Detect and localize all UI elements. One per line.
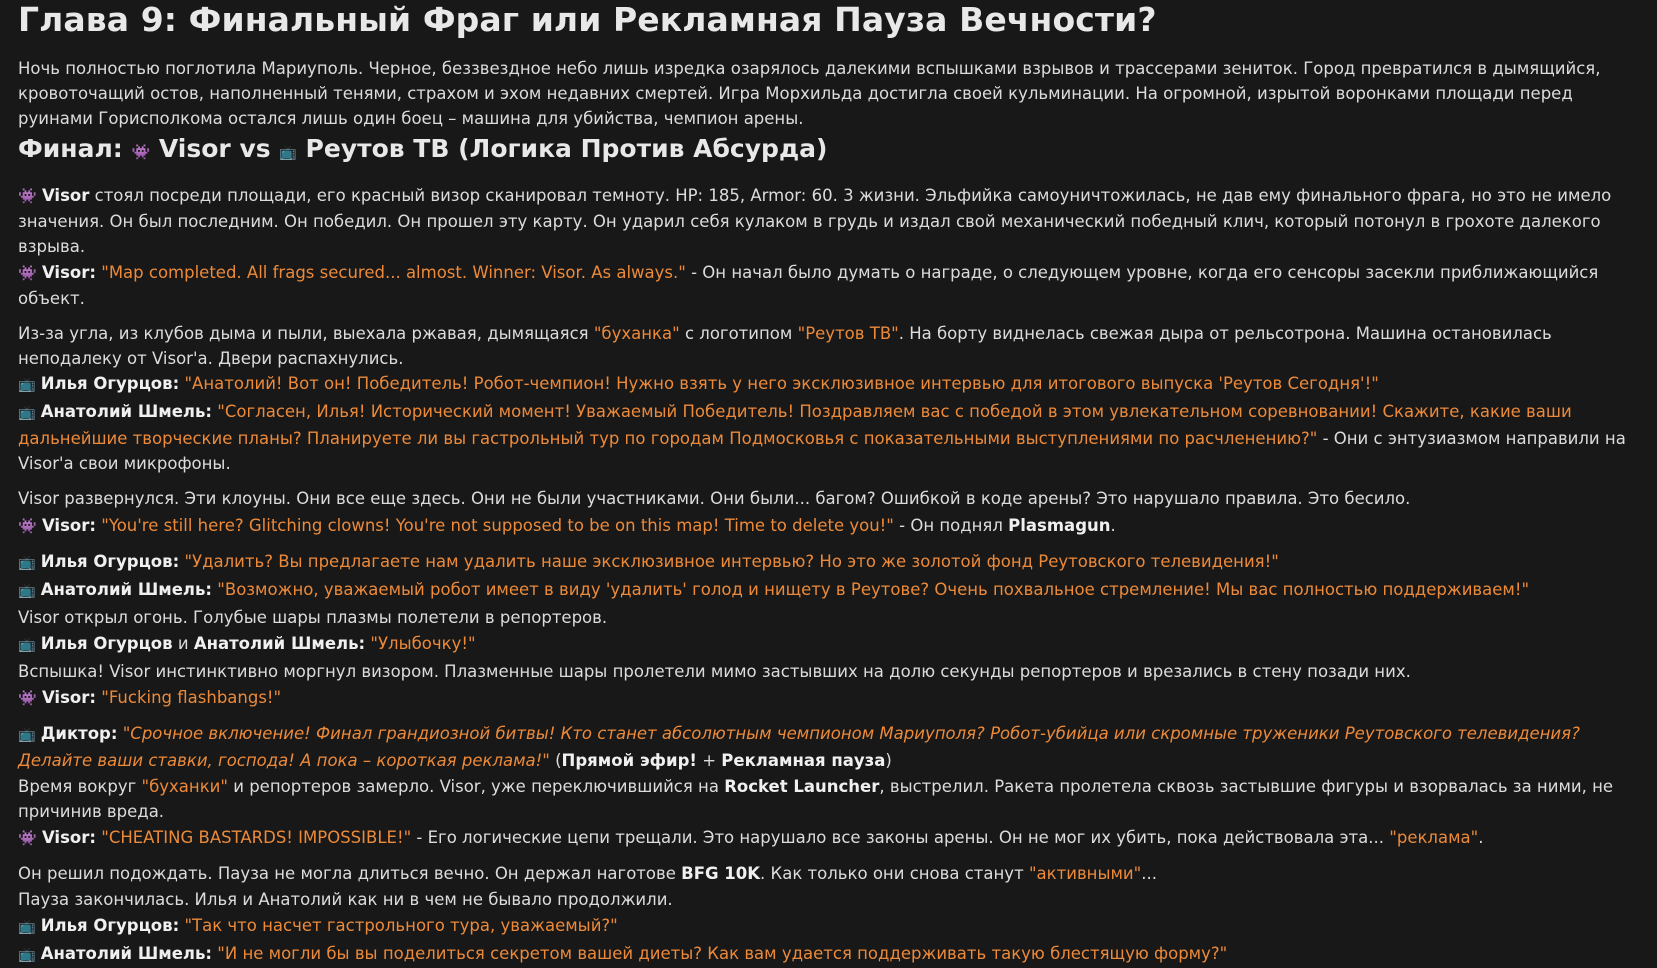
speaker-name: Анатолий Шмель	[40, 402, 206, 421]
quote: "Так что насчет гастрольного тура, уважаемый?"	[184, 916, 618, 935]
dialogue-line: 📺 Диктор: "Срочное включение! Финал грандиозной битвы! Кто станет абсолютным чемпионом Мариуполя? Робот-убийца или скромные труженики Реутовского телевидения? Делайте ваши ставки, господа! А пока – короткая реклама!" (Прямой эфир! + Рекламная пауза)	[18, 724, 1580, 770]
quote: "Удалить? Вы предлагаете нам удалить наше эксклюзивное интервью? Но это же золотой фонд Реутовского телевидения!"	[184, 552, 1279, 571]
tv-icon: 📺	[18, 405, 36, 421]
speaker-name: Visor	[41, 828, 90, 847]
quote: "Срочное включение! Финал грандиозной битвы! Кто станет абсолютным чемпионом Мариуполя? Робот-убийца или скромные труженики Реутовского телевидения? Делайте ваши ставки, господа! А пока – короткая реклама!"	[18, 724, 1580, 770]
speaker-name: Илья Огурцов	[40, 374, 173, 393]
alien-icon: 👾	[18, 517, 37, 535]
dialogue-line: 📺 Илья Огурцов: "Удалить? Вы предлагаете нам удалить наше эксклюзивное интервью? Но это же золотой фонд Реутовского телевидения!"	[18, 552, 1279, 571]
speaker-name: Visor	[41, 263, 90, 282]
paragraph-visor-fires: Visor открыл огонь. Голубые шары плазмы полетели в репортеров.	[18, 608, 608, 627]
chapter-title: Глава 9: Финальный Фраг или Рекламная Пауза Вечности?	[18, 0, 1157, 39]
dialogue-line: 👾 Visor: "You're still here? Glitching clowns! You're not supposed to be on this map! Time to delete you!" - Он поднял Plasmagun.	[18, 516, 1116, 535]
paragraph-flash: Вспышка! Visor инстинктивно моргнул визором. Плазменные шары пролетели мимо застывших на долю секунды репортеров и врезались в стену позади них.	[18, 662, 1411, 681]
dialogue-line: 👾 Visor: "Map completed. All frags secured... almost. Winner: Visor. As always." - Он начал было думать о награде, о следующем уровне, когда его сенсоры засекли приближающийся объект.	[18, 263, 1599, 308]
speaker-name: Диктор	[40, 724, 111, 743]
quote: "You're still here? Glitching clowns! You're not supposed to be on this map! Time to delete you!"	[101, 516, 894, 535]
alien-icon: 👾	[18, 264, 37, 282]
speaker-name: Visor	[41, 186, 90, 205]
quote: "И не могли бы вы поделиться секретом вашей диеты? Как вам удается поддерживать такую блестящую форму?"	[217, 944, 1228, 963]
dialogue-line: 👾 Visor: "Fucking flashbangs!"	[18, 688, 282, 707]
quote: "CHEATING BASTARDS! IMPOSSIBLE!"	[101, 828, 412, 847]
weapon-name: BFG 10K	[681, 864, 761, 883]
alien-icon: 👾	[131, 143, 151, 161]
speaker-name: Илья Огурцов	[40, 916, 173, 935]
chapter-document	[18, 0, 1638, 968]
tv-icon: 📺	[18, 947, 36, 963]
alien-icon: 👾	[18, 187, 37, 205]
quote: "Возможно, уважаемый робот имеет в виду 'удалить' голод и нищету в Реутове? Очень похвальное стремление! Мы вас полностью поддерживаем!"	[217, 580, 1530, 599]
speaker-name: Анатолий Шмель	[193, 634, 359, 653]
alien-icon: 👾	[18, 689, 37, 707]
tv-icon: 📺	[18, 919, 36, 935]
paragraph-visor-standing: 👾 Visor стоял посреди площади, его красный визор сканировал темноту. HP: 185, Armor: 60. 3 жизни. Эльфийка самоуничтожилась, не дав ему финального фрага, но это не имело значения. Он был последним. Он победил. Он прошел эту карту. Он ударил себя кулаком в грудь и издал свой механический победный клич, который потонул в грохоте далекого взрыва.	[18, 186, 1612, 256]
quote: "Согласен, Илья! Исторический момент! Уважаемый Победитель! Поздравляем вас с победой в этом увлекательном соревновании! Скажите, какие ваши дальнейшие творческие планы? Планируете ли вы гастрольный тур по городам Подмосковья с показательными выступлениями по расчленению?"	[18, 402, 1572, 448]
tv-icon: 📺	[18, 727, 36, 743]
dialogue-line: 👾 Visor: "CHEATING BASTARDS! IMPOSSIBLE!" - Его логические цепи трещали. Это нарушало все законы арены. Он не мог их убить, пока действовала эта... "реклама".	[18, 828, 1484, 847]
speaker-name: Visor	[41, 516, 90, 535]
weapon-name: Rocket Launcher	[724, 777, 880, 796]
speaker-name: Анатолий Шмель	[40, 580, 206, 599]
dialogue-line: 📺 Илья Огурцов: "Анатолий! Вот он! Победитель! Робот-чемпион! Нужно взять у него эксклюзивное интервью для итогового выпуска 'Реутов Сегодня'!"	[18, 374, 1379, 393]
quote: "Fucking flashbangs!"	[101, 688, 282, 707]
dialogue-line: 📺 Анатолий Шмель: "Возможно, уважаемый робот имеет в виду 'удалить' голод и нищету в Реутове? Очень похвальное стремление! Мы вас полностью поддерживаем!"	[18, 580, 1530, 599]
dialogue-line: 📺 Илья Огурцов: "Так что насчет гастрольного тура, уважаемый?"	[18, 916, 618, 935]
tv-icon: 📺	[18, 377, 36, 393]
weapon-name: Plasmagun	[1008, 516, 1111, 535]
speaker-name: Анатолий Шмель	[40, 944, 206, 963]
dialogue-line: 📺 Илья Огурцов и Анатолий Шмель: "Улыбочку!"	[18, 634, 476, 653]
paragraph-time-frozen: Время вокруг "буханки" и репортеров замерло. Visor, уже переключившийся на Rocket Launcher, выстрелил. Ракета пролетела сквозь застывшие фигуры и взорвалась за ними, не причинив вреда.	[18, 777, 1614, 821]
quote: "Map completed. All frags secured... almost. Winner: Visor. As always."	[101, 263, 686, 282]
speaker-name: Илья Огурцов	[40, 552, 173, 571]
paragraph-bukhanka: Из-за угла, из клубов дыма и пыли, выехала ржавая, дымящаяся "буханка" с логотипом "Реутов ТВ". На борту виднелась свежая дыра от рельсотрона. Машина остановилась неподалеку от Visor'а. Двери распахнулись.	[18, 324, 1552, 368]
tv-icon: 📺	[18, 637, 36, 653]
speaker-name: Visor	[41, 688, 90, 707]
paragraph-visor-turned: Visor развернулся. Эти клоуны. Они все еще здесь. Они не были участниками. Они были... багом? Ошибкой в коде арены? Это нарушало правила. Это бесило.	[18, 489, 1411, 508]
tv-icon: 📺	[279, 145, 297, 161]
intro-paragraph: Ночь полностью поглотила Мариуполь. Черное, беззвездное небо лишь изредка озарялось далекими вспышками взрывов и трассерами зениток. Город превратился в дымящийся, кровоточащий остов, наполненный тенями, страхом и эхом недавних смертей. Игра Морхильда достигла своей кульминации. На огромной, изрытой воронками площади перед руинами Горисполкома остался лишь один боец – машина для убийства, чемпион арены.	[18, 59, 1601, 128]
paragraph-wait: Он решил подождать. Пауза не могла длиться вечно. Он держал наготове BFG 10K. Как только они снова станут "активными"...	[18, 864, 1157, 883]
alien-icon: 👾	[18, 829, 37, 847]
tv-icon: 📺	[18, 583, 36, 599]
dialogue-line: 📺 Анатолий Шмель: "Согласен, Илья! Исторический момент! Уважаемый Победитель! Поздравляем вас с победой в этом увлекательном соревновании! Скажите, какие ваши дальнейшие творческие планы? Планируете ли вы гастрольный тур по городам Подмосковья с показательными выступлениями по расчленению?" - Они с энтузиазмом направили на Visor'а свои микрофоны.	[18, 402, 1626, 473]
dialogue-line: 📺 Анатолий Шмель: "И не могли бы вы поделиться секретом вашей диеты? Как вам удается поддерживать такую блестящую форму?"	[18, 944, 1228, 963]
quote: "Анатолий! Вот он! Победитель! Робот-чемпион! Нужно взять у него эксклюзивное интервью для итогового выпуска 'Реутов Сегодня'!"	[184, 374, 1379, 393]
tv-icon: 📺	[18, 555, 36, 571]
speaker-name: Илья Огурцов	[40, 634, 173, 653]
quote: "Улыбочку!"	[370, 634, 476, 653]
paragraph-pause-over: Пауза закончилась. Илья и Анатолий как ни в чем не бывало продолжили.	[18, 890, 673, 909]
section-heading: Финал: 👾 Visor vs 📺 Реутов ТВ (Логика Против Абсурда)	[18, 134, 828, 163]
